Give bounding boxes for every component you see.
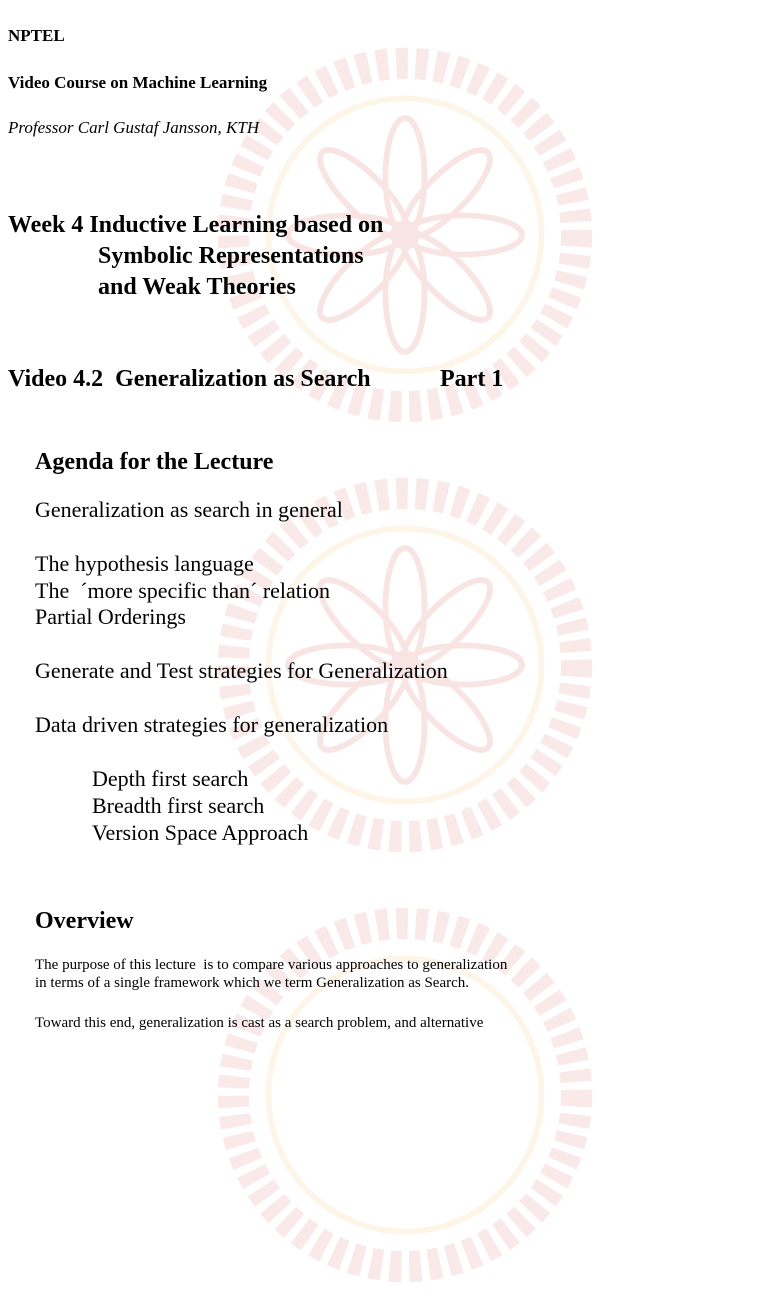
agenda-subitem: Depth first search xyxy=(92,766,249,791)
week-title-line3: and Weak Theories xyxy=(98,274,296,300)
agenda-title: Agenda for the Lecture xyxy=(35,449,274,475)
overview-text-line: in terms of a single framework which we term Generalization as Search. xyxy=(35,975,470,991)
overview-title: Overview xyxy=(35,908,134,934)
agenda-item: The hypothesis language xyxy=(35,551,254,576)
agenda-item: Generalization as search in general xyxy=(35,497,343,522)
org-name: NPTEL xyxy=(8,26,65,45)
professor-name: Professor Carl Gustaf Jansson, KTH xyxy=(8,118,260,137)
week-title-line2: Symbolic Representations xyxy=(98,243,364,269)
video-title: Video 4.2 Generalization as Search xyxy=(8,366,371,392)
agenda-item: Partial Orderings xyxy=(35,604,186,629)
agenda-subitem: Breadth first search xyxy=(92,793,265,818)
week-title-line1: Week 4 Inductive Learning based on xyxy=(8,212,384,238)
agenda-item: Data driven strategies for generalization xyxy=(35,712,389,737)
agenda-subitem: Version Space Approach xyxy=(92,820,309,845)
video-part: Part 1 xyxy=(440,366,504,392)
course-title: Video Course on Machine Learning xyxy=(8,73,268,92)
overview-text-line: The purpose of this lecture is to compare various approaches to generalization xyxy=(35,957,508,973)
agenda-item: Generate and Test strategies for Generalization xyxy=(35,658,448,683)
agenda-item: The ´more specific than´ relation xyxy=(35,578,331,603)
overview-text-line: Toward this end, generalization is cast as a search problem, and alternative xyxy=(35,1015,484,1031)
